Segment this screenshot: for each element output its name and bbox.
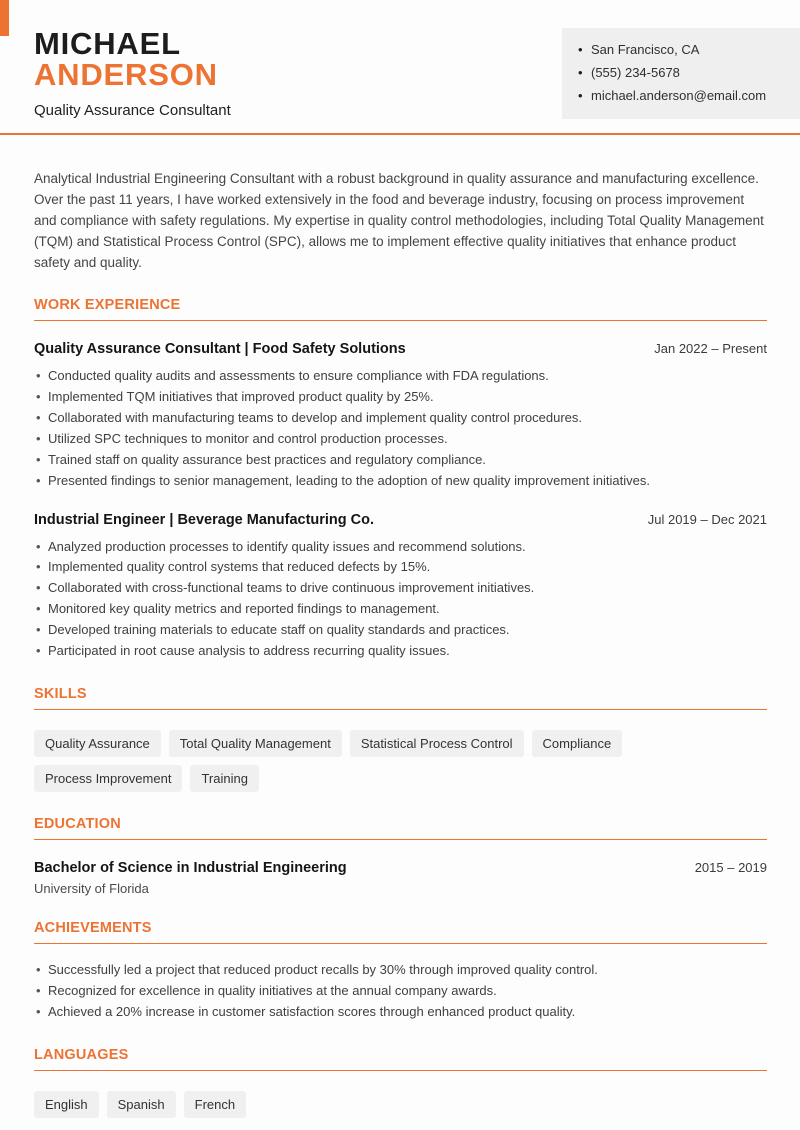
skill-tag: Total Quality Management (169, 730, 342, 757)
job-header-row (34, 512, 767, 528)
skill-tag: Quality Assurance (34, 730, 161, 757)
languages-tag-list (34, 1091, 767, 1118)
header (0, 0, 800, 119)
achievements-list (34, 960, 767, 1023)
job-header-row (34, 341, 767, 357)
contact-list (578, 39, 784, 108)
job-bullet: • Trained staff on quality assurance best practices and regulatory compliance. (34, 450, 767, 471)
achievement-bullet: • Achieved a 20% increase in customer satisfaction scores through enhanced product quality. (34, 1002, 767, 1023)
achievements-heading: ACHIEVEMENTS (34, 920, 767, 944)
job-bullet: • Collaborated with manufacturing teams to develop and implement quality control procedures. (34, 408, 767, 429)
section-work-experience (34, 297, 767, 662)
job-bullet: • Implemented TQM initiatives that improved product quality by 25%. (34, 387, 767, 408)
job-bullet: • Conducted quality audits and assessments to ensure compliance with FDA regulations. (34, 366, 767, 387)
job-bullet-list (34, 537, 767, 662)
language-tag: English (34, 1091, 99, 1118)
last-name: ANDERSON (34, 57, 218, 92)
contact-email: • michael.anderson@email.com (578, 85, 784, 108)
job-bullet: • Analyzed production processes to identify quality issues and recommend solutions. (34, 537, 767, 558)
skills-heading: SKILLS (34, 686, 767, 710)
language-tag: Spanish (107, 1091, 176, 1118)
first-name: MICHAEL (34, 26, 181, 61)
language-tag: French (184, 1091, 246, 1118)
header-divider (0, 133, 800, 135)
job-dates: Jul 2019 – Dec 2021 (647, 511, 767, 527)
job-bullet: • Collaborated with cross-functional teams to drive continuous improvement initiatives. (34, 578, 767, 599)
job-entry (34, 341, 767, 491)
education-dates: 2015 – 2019 (694, 859, 767, 875)
education-header-row (34, 860, 767, 876)
skill-tag: Statistical Process Control (350, 730, 524, 757)
job-bullet-list (34, 366, 767, 491)
education-heading: EDUCATION (34, 816, 767, 840)
job-bullet: • Participated in root cause analysis to address recurring quality issues. (34, 641, 767, 662)
job-bullet: • Implemented quality control systems that reduced defects by 15%. (34, 557, 767, 578)
contact-location: • San Francisco, CA (578, 39, 784, 62)
skill-tag: Training (190, 765, 258, 792)
achievement-bullet: • Successfully led a project that reduced product recalls by 30% through improved quality control. (34, 960, 767, 981)
section-achievements (34, 920, 767, 1023)
skill-tag: Compliance (532, 730, 623, 757)
identity-block (34, 28, 231, 119)
degree-title: Bachelor of Science in Industrial Engineering (34, 859, 347, 876)
contact-box (562, 28, 800, 119)
job-bullet: • Utilized SPC techniques to monitor and control production processes. (34, 429, 767, 450)
job-entry (34, 512, 767, 662)
achievement-bullet: • Recognized for excellence in quality initiatives at the annual company awards. (34, 981, 767, 1002)
person-name (34, 28, 231, 90)
job-title: Industrial Engineer | Beverage Manufacturing Co. (34, 511, 375, 528)
contact-phone: • (555) 234-5678 (578, 62, 784, 85)
job-bullet: • Presented findings to senior management, leading to the adoption of new quality improvement initiatives. (34, 471, 767, 492)
skills-tag-list (34, 730, 767, 792)
summary-paragraph: Analytical Industrial Engineering Consultant with a robust background in quality assurance and manufacturing excellence. Over the past 11 years, I have worked extensively in the food and beverage industry, focusing on process improvement and compliance with safety regulations. My expertise in quality control methodologies, including Total Quality Management (TQM) and Statistical Process Control (SPC), allows me to implement effective quality initiatives that enhance product safety and quality. (34, 171, 764, 271)
job-title: Quality Assurance Consultant | Food Safety Solutions (34, 341, 406, 358)
languages-heading: LANGUAGES (34, 1047, 767, 1071)
job-bullet: • Developed training materials to educate staff on quality standards and practices. (34, 620, 767, 641)
section-skills (34, 686, 767, 792)
resume-body (0, 168, 800, 1118)
section-languages (34, 1047, 767, 1118)
school-name: University of Florida (34, 880, 149, 896)
job-dates: Jan 2022 – Present (654, 341, 767, 357)
skill-tag: Process Improvement (34, 765, 182, 792)
corner-accent-bar (0, 0, 9, 36)
education-entry (34, 860, 767, 896)
person-job-title: Quality Assurance Consultant (34, 102, 231, 119)
section-education (34, 816, 767, 896)
job-bullet: • Monitored key quality metrics and reported findings to management. (34, 599, 767, 620)
work-experience-heading: WORK EXPERIENCE (34, 297, 767, 321)
